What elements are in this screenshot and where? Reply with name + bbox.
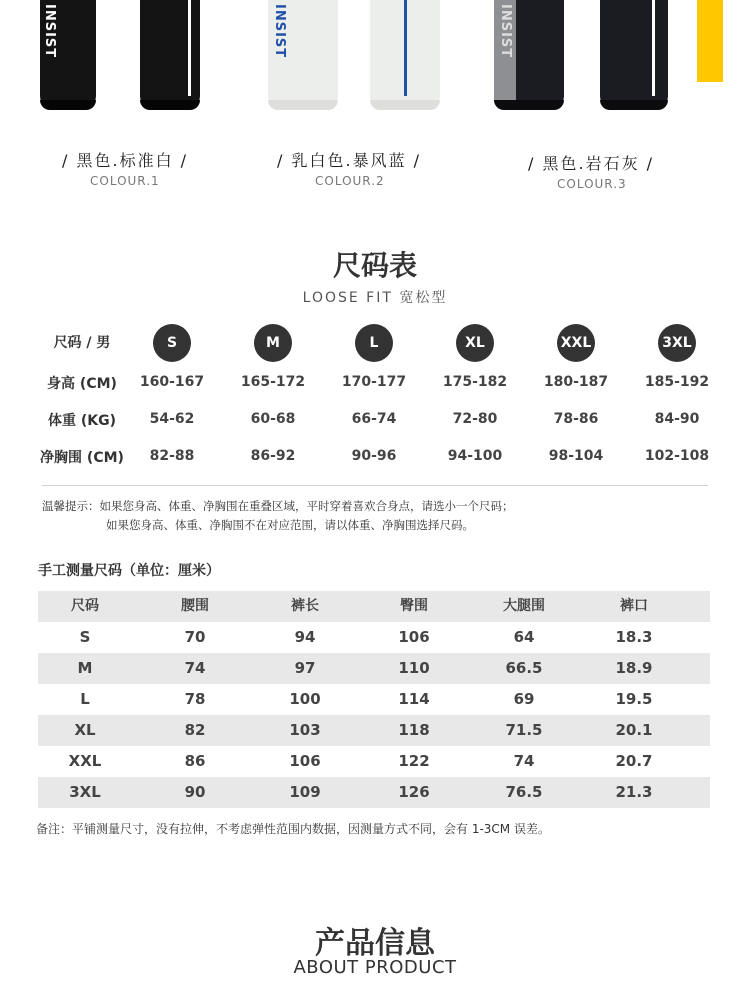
cell-length: 97: [294, 659, 316, 677]
cell-size: S: [79, 628, 91, 646]
cell-length: 100: [289, 690, 321, 708]
product-image-colour-3: [494, 0, 684, 120]
chest-value: 90-96: [351, 448, 397, 464]
row-label-height: 身高 (CM): [47, 376, 117, 392]
colour-code-2: COLOUR.2: [315, 174, 385, 188]
cell-thigh: 66.5: [505, 659, 543, 677]
cell-length: 94: [294, 628, 316, 646]
cell-waist: 82: [184, 721, 206, 739]
cell-waist: 78: [184, 690, 206, 708]
product-info-title: 产品信息: [315, 926, 435, 961]
insist-print: INSIST: [42, 4, 57, 59]
table-row: [38, 653, 710, 684]
cell-hip: 106: [398, 628, 430, 646]
chest-row: [0, 438, 750, 478]
cuff: [494, 100, 564, 110]
cell-length: 106: [289, 752, 321, 770]
cell-waist: 74: [184, 659, 206, 677]
height-value: 185-192: [644, 374, 710, 390]
divider: [42, 485, 708, 486]
cell-waist: 90: [184, 783, 206, 801]
cuff: [600, 100, 668, 110]
cell-hem: 18.9: [615, 659, 653, 677]
size-tip-line-2: 如果您身高、体重、净胸围不在对应范围，请以体重、净胸围选择尺码。: [106, 518, 474, 532]
colour-code-3: COLOUR.3: [557, 177, 627, 191]
size-chart-subtitle: LOOSE FIT 宽松型: [302, 290, 448, 306]
weight-value: 72-80: [452, 411, 498, 427]
side-stripe: [652, 0, 655, 96]
cell-thigh: 74: [513, 752, 535, 770]
cell-hem: 20.7: [615, 752, 653, 770]
measure-table: [38, 591, 710, 808]
header-size: 尺码: [71, 598, 99, 614]
chest-value: 82-88: [149, 448, 195, 464]
cell-hem: 20.1: [615, 721, 653, 739]
table-row: [38, 684, 710, 715]
size-row: [0, 323, 750, 363]
cell-hem: 19.5: [615, 690, 653, 708]
height-value: 180-187: [543, 374, 609, 390]
height-value: 170-177: [341, 374, 407, 390]
cell-hip: 118: [398, 721, 430, 739]
table-row: [38, 622, 710, 653]
cell-thigh: 64: [513, 628, 535, 646]
pant-leg-left: [268, 0, 338, 110]
size-badge-m: M: [254, 324, 292, 362]
cell-thigh: 71.5: [505, 721, 543, 739]
colour-name-2: / 乳白色.暴风蓝 /: [277, 151, 422, 170]
table-row: [38, 746, 710, 777]
weight-value: 66-74: [351, 411, 397, 427]
cell-hip: 114: [398, 690, 430, 708]
product-info-subtitle: ABOUT PRODUCT: [293, 957, 457, 978]
cuff: [140, 100, 200, 110]
size-chart-title: 尺码表: [332, 249, 417, 282]
weight-value: 60-68: [250, 411, 296, 427]
header-waist: 腰围: [181, 598, 209, 614]
product-image-colour-2: [268, 0, 448, 120]
row-label-chest: 净胸围 (CM): [40, 450, 124, 466]
header-length: 裤长: [291, 598, 319, 614]
cell-waist: 86: [184, 752, 206, 770]
product-image-colour-1: [40, 0, 220, 120]
cell-size: 3XL: [69, 783, 101, 801]
chest-value: 86-92: [250, 448, 296, 464]
chest-value: 102-108: [644, 448, 710, 464]
cell-size: XXL: [68, 752, 102, 770]
cuff: [370, 100, 440, 110]
side-stripe: [188, 0, 191, 96]
chest-value: 98-104: [548, 448, 604, 464]
weight-value: 84-90: [654, 411, 700, 427]
height-value: 160-167: [139, 374, 205, 390]
measure-table-title: 手工测量尺码（单位：厘米）: [38, 563, 220, 579]
height-value: 175-182: [442, 374, 508, 390]
cell-hip: 126: [398, 783, 430, 801]
header-thigh: 大腿围: [503, 598, 545, 614]
cell-size: L: [80, 690, 90, 708]
pant-leg-right: [600, 0, 668, 110]
colour-name-1: / 黑色.标准白 /: [62, 151, 189, 170]
table-row: [38, 777, 710, 808]
accent-tab: [697, 0, 723, 82]
chest-value: 94-100: [447, 448, 503, 464]
size-badge-xxl: XXL: [557, 324, 595, 362]
pant-leg-left: [40, 0, 96, 110]
table-row: [38, 715, 710, 746]
height-value: 165-172: [240, 374, 306, 390]
cuff: [40, 100, 96, 110]
cell-thigh: 69: [513, 690, 535, 708]
weight-row: [0, 401, 750, 441]
pant-leg-left: [494, 0, 564, 110]
cell-hip: 122: [398, 752, 430, 770]
pant-leg-right: [140, 0, 200, 110]
cell-size: XL: [74, 721, 96, 739]
size-tip-line-1: 温馨提示：如果您身高、体重、净胸围在重叠区域，平时穿着喜欢合身点，请选小一个尺码；: [42, 499, 514, 513]
cell-waist: 70: [184, 628, 206, 646]
cell-hem: 18.3: [615, 628, 653, 646]
weight-value: 78-86: [553, 411, 599, 427]
side-stripe: [404, 0, 407, 96]
weight-value: 54-62: [149, 411, 195, 427]
cell-size: M: [77, 659, 93, 677]
height-row: [0, 364, 750, 404]
size-badge-xl: XL: [456, 324, 494, 362]
insist-print: INSIST: [272, 4, 287, 59]
cell-hip: 110: [398, 659, 430, 677]
header-hem: 裤口: [620, 598, 648, 614]
cell-thigh: 76.5: [505, 783, 543, 801]
colour-name-3: / 黑色.岩石灰 /: [528, 154, 655, 173]
colour-code-1: COLOUR.1: [90, 174, 160, 188]
cuff: [268, 100, 338, 110]
size-badge-s: S: [153, 324, 191, 362]
insist-print: INSIST: [498, 4, 513, 59]
cell-hem: 21.3: [615, 783, 653, 801]
row-label-size: 尺码 / 男: [53, 335, 111, 351]
pant-leg-right: [370, 0, 440, 110]
row-label-weight: 体重 (KG): [47, 413, 116, 429]
table-header-row: [38, 591, 710, 622]
size-badge-l: L: [355, 324, 393, 362]
cell-length: 103: [289, 721, 321, 739]
size-badge-3xl: 3XL: [658, 324, 696, 362]
measure-note: 备注：平铺测量尺寸，没有拉伸，不考虑弹性范围内数据，因测量方式不同，会有 1-3CM 误差。: [36, 822, 550, 836]
header-hip: 臀围: [400, 598, 428, 614]
cell-length: 109: [289, 783, 321, 801]
